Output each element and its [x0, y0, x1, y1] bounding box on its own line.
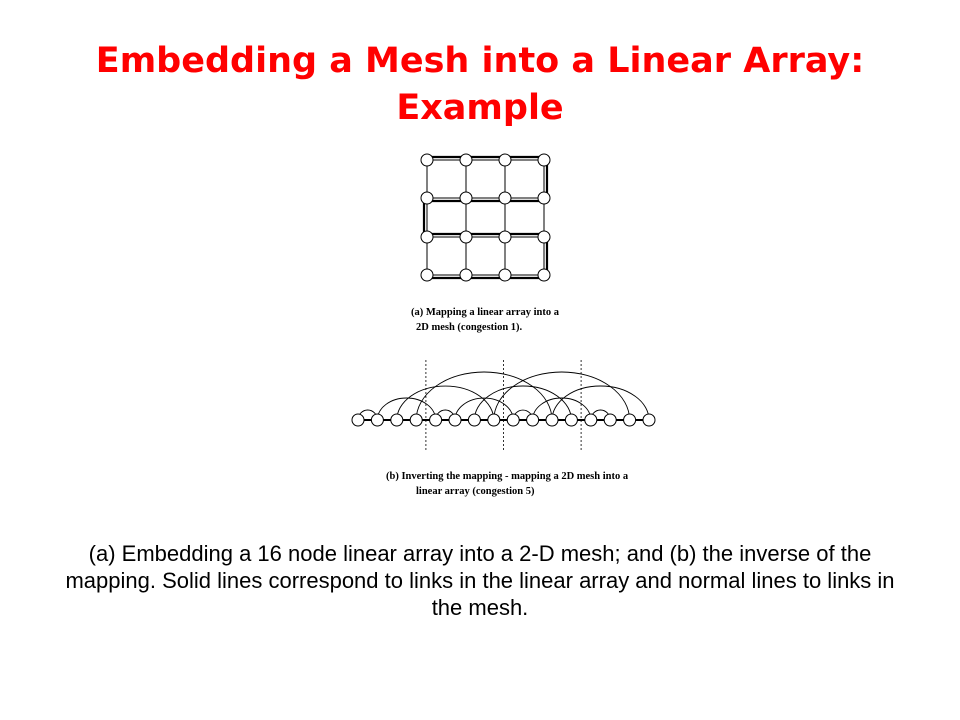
array-node — [527, 414, 539, 426]
mesh-node — [538, 231, 550, 243]
mesh-node — [421, 154, 433, 166]
mesh-link-arc — [533, 398, 591, 420]
title-line-1: Embedding a Mesh into a Linear Array: — [95, 41, 865, 81]
array-node — [352, 414, 364, 426]
mesh-node — [460, 269, 472, 281]
array-node — [488, 414, 500, 426]
slide-caption: (a) Embedding a 16 node linear array into a 2-D mesh; and (b) the inverse of the mapping. Solid lines correspond to links in the linear array and normal lines to links in the mesh. — [65, 541, 895, 620]
mesh-node — [460, 192, 472, 204]
array-node — [507, 414, 519, 426]
array-node — [410, 414, 422, 426]
mesh-node — [538, 154, 550, 166]
array-node — [643, 414, 655, 426]
array-node — [391, 414, 403, 426]
mesh-link-arc — [377, 398, 435, 420]
mesh-node — [421, 231, 433, 243]
array-node — [565, 414, 577, 426]
array-node — [585, 414, 597, 426]
mesh-node — [538, 269, 550, 281]
figure-a-caption-line-2: 2D mesh (congestion 1). — [416, 322, 523, 333]
mesh-node — [538, 192, 550, 204]
mesh-link-arc — [455, 398, 513, 420]
array-node — [546, 414, 558, 426]
mesh-node — [460, 231, 472, 243]
mesh-node — [499, 231, 511, 243]
mesh-node — [499, 154, 511, 166]
figure-b-caption-line-1: (b) Inverting the mapping - mapping a 2D mesh into a — [386, 471, 629, 482]
mesh-link-arc — [474, 386, 571, 420]
array-node — [624, 414, 636, 426]
mesh-link-arc — [494, 372, 630, 420]
mesh-figure-a — [421, 154, 550, 281]
figure-a-caption-line-1: (a) Mapping a linear array into a — [411, 307, 559, 318]
figure-b-caption-line-2: linear array (congestion 5) — [416, 486, 535, 497]
array-node — [468, 414, 480, 426]
array-node — [430, 414, 442, 426]
mesh-node — [421, 192, 433, 204]
array-node — [604, 414, 616, 426]
mesh-link-arc — [416, 372, 552, 420]
mesh-node — [460, 154, 472, 166]
array-node — [449, 414, 461, 426]
array-node — [371, 414, 383, 426]
mesh-link-arc — [397, 386, 494, 420]
linear-array-figure-b — [352, 360, 655, 452]
mesh-link-arc — [552, 386, 649, 420]
mesh-node — [499, 269, 511, 281]
mesh-node — [499, 192, 511, 204]
linear-array-path — [424, 157, 547, 278]
title-line-2: Example — [396, 88, 564, 128]
mesh-node — [421, 269, 433, 281]
